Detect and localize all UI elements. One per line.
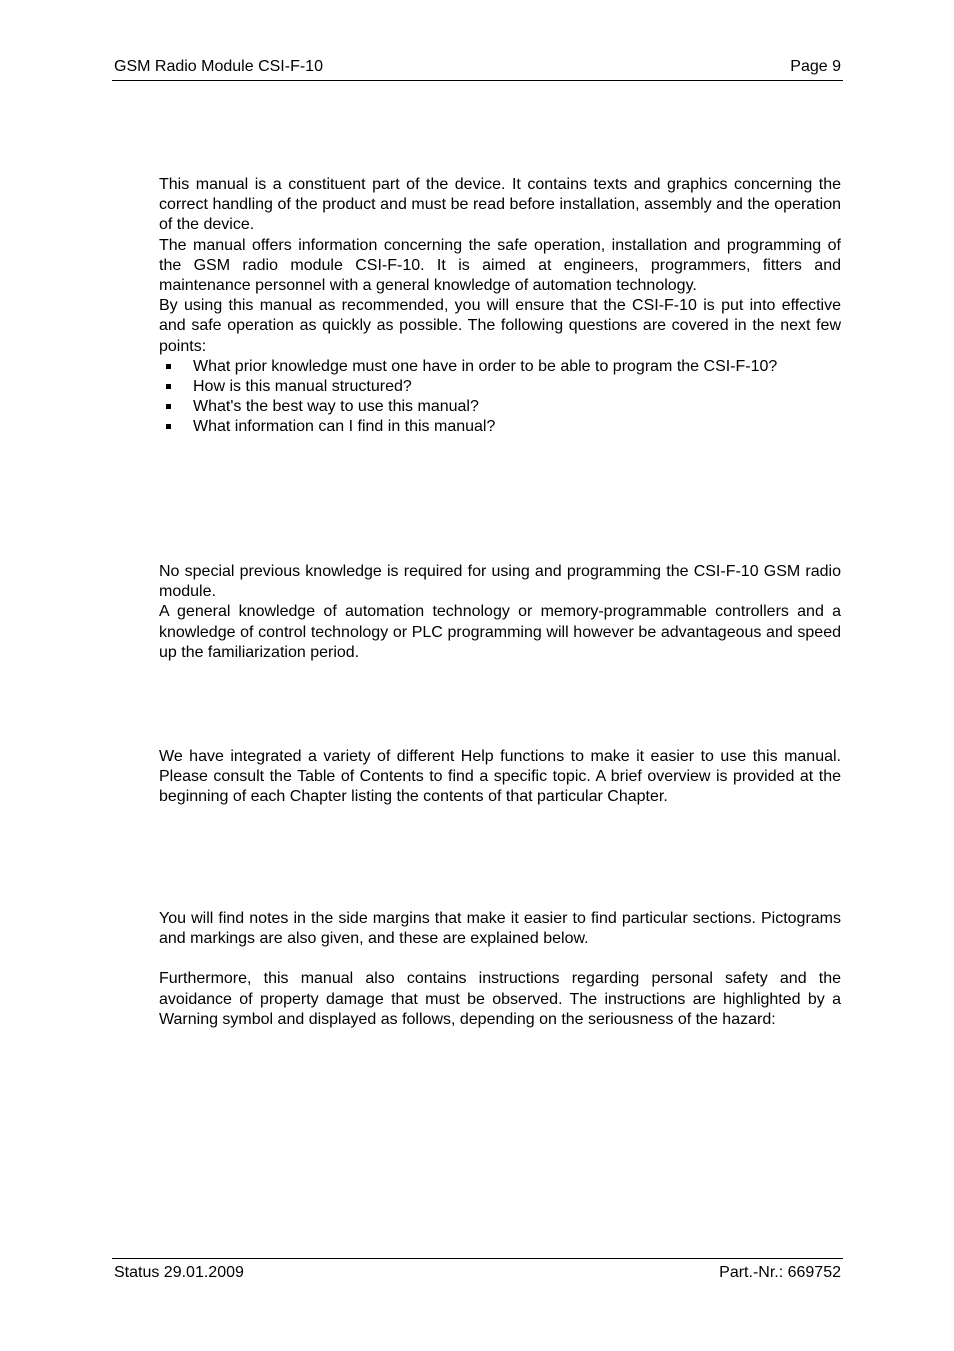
document-title: GSM Radio Module CSI-F-10 <box>114 58 323 75</box>
page-number: Page 9 <box>790 58 841 75</box>
paragraph: The manual offers information concerning the safe operation, installation and programming of the GSM radio module CSI-F-10. It is aimed at engineers, programmers, fitters and maintenance personnel with a general knowledge of automation technology. <box>159 236 841 295</box>
list-item-text: What information can I find in this manual? <box>193 418 496 436</box>
paragraph: This manual is a constituent part of the device. It contains texts and graphics concerning the correct handling of the product and must be read before installation, assembly and the operation of the device. <box>159 176 841 234</box>
page-footer <box>112 1258 843 1281</box>
paragraph: No special previous knowledge is required for using and programming the CSI-F-10 GSM radio module. <box>159 563 841 601</box>
paragraph: By using this manual as recommended, you will ensure that the CSI-F-10 is put into effective and safe operation as quickly as possible. The following questions are covered in the next few points: <box>159 297 841 355</box>
paragraph: A general knowledge of automation technology or memory-programmable controllers and a knowledge of control technology or PLC programming will however be advantageous and speed up the familiarization period. <box>159 603 841 661</box>
list-item <box>159 357 841 377</box>
list-item <box>159 377 841 397</box>
paragraph: Furthermore, this manual also contains instructions regarding personal safety and the avoidance of property damage that must be observed. The instructions are highlighted by a Warning symbol and displayed as follows, depending on the seriousness of the hazard: <box>159 970 841 1028</box>
list-item <box>159 417 841 437</box>
section-prior-knowledge <box>159 562 841 663</box>
paragraph: We have integrated a variety of different Help functions to make it easier to use this manual. Please consult the Table of Contents to find a specific topic. A brief overview is provided at the beginning of each Chapter listing the contents of that particular Chapter. <box>159 748 841 806</box>
list-item <box>159 397 841 417</box>
bullet-icon <box>166 424 171 429</box>
list-item-text: What's the best way to use this manual? <box>193 398 479 416</box>
bullet-icon <box>166 364 171 369</box>
questions-list <box>159 357 841 438</box>
section-help-functions <box>159 747 841 808</box>
section-intro <box>159 175 841 438</box>
list-item-text: What prior knowledge must one have in order to be able to program the CSI-F-10? <box>193 357 778 375</box>
status-date: Status 29.01.2009 <box>114 1264 244 1281</box>
part-number: Part.-Nr.: 669752 <box>719 1264 841 1281</box>
section-notes <box>159 909 841 1030</box>
paragraph: You will find notes in the side margins that make it easier to find particular sections. Pictograms and markings are also given, and these are explained below. <box>159 910 841 948</box>
bullet-icon <box>166 404 171 409</box>
list-item-text: How is this manual structured? <box>193 378 412 396</box>
page-header <box>112 58 843 81</box>
bullet-icon <box>166 384 171 389</box>
